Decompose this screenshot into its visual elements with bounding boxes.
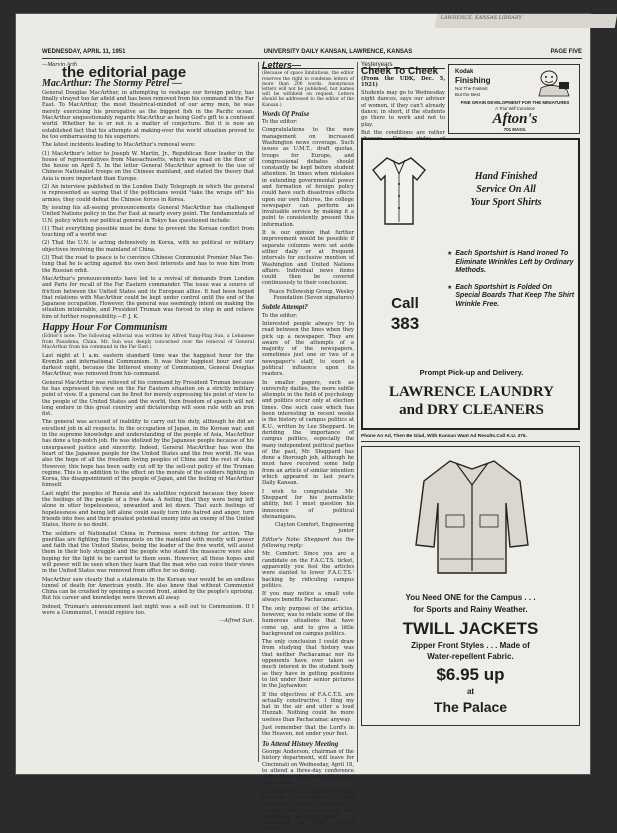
reply-paragraph: The only purpose of the articles, however, was to relate some of the humorous situations that have come up, and to give a little background on campus politics. bbox=[262, 605, 354, 637]
bullet-star-icon: ★ bbox=[447, 283, 453, 291]
macarthur-paragraph: General Douglas MacArthur, in attempting to reshape our foreign policy, has finally strayed too far afield and has been removed from his command in the Far East. To MacArthur, the most theatrical-minded of our army men, he was merely exercising his prerogative as the biggest fish in the Pacific ocean. MacArthur unquestionably regards MacArthur as being God's gift to a confused world. Whether he is or not is a matter of conjecture. But it is now an established fact that his attempts at making-over the world situation proved to be too embarrassing to his superiors. bbox=[42, 89, 254, 140]
laundry-headline-line: Service On All bbox=[476, 184, 536, 195]
masthead-date: WEDNESDAY, APRIL 11, 1951 bbox=[42, 49, 126, 55]
call-label: Call bbox=[391, 295, 419, 312]
reply-paragraph: If you may notice a small vote always benefits Pachacamac. bbox=[262, 591, 354, 604]
history-title: To Attend History Meeting bbox=[262, 739, 339, 748]
palace-at: at bbox=[466, 687, 475, 696]
reply-paragraph: If the objectives of F.A.C.T.S. are actually constructive, I fling my hat in the air and utter a loud Huzzah. Nothing could be more useless than Pachacamac anyway. bbox=[262, 691, 354, 723]
happy-hour-paragraph: Last night the peoples of Russia and its satellites rejoiced because they knew the feelings of the people of a free Asia. A feeling that they were being left alone in utter hopelessness, unwanted and let down. That such feelings of hopelessness and being left alone could easily turn into hatred and anger, turn friends into foes and their greatest potential enemy into an enemy of the United States, there is no doubt. bbox=[42, 490, 254, 529]
laundry-headline-line: Your Sport Shirts bbox=[470, 197, 542, 208]
macarthur-paragraph: (1) MacArthur's letter to Joseph W. Martin, Jr., Republican floor leader in the house of representatives from Massachusetts, which was read on the floor of the house on April 5. In the letter General MacArthur agreed to the use of Chinese Nationalist troops on the Chinese mainland, and stated the theory that Asia is more important than Europe. bbox=[42, 150, 254, 182]
happy-hour-paragraph: General MacArthur was relieved of his command by President Truman because he has expressed his view on the Far Eastern situation on a strictly military point of view. If a general can be fired for merely expressing his point of view to the people of the United States and the world, then freedom of speech will not long endure in this great country and dictatorship will soon rule with an iron fist. bbox=[42, 379, 254, 418]
aftons-logo: Afton's bbox=[492, 111, 538, 127]
macarthur-paragraph: (2) An interview published in the London Daily Telegraph in which the general is represented as saying that if the politicians would "take the wraps off" his armies, they could defeat the Chinese forces in Korea. bbox=[42, 184, 254, 203]
yesteryears-title: Cheek To Cheek bbox=[361, 66, 439, 78]
cartoon-figure-icon bbox=[533, 68, 575, 100]
praise-paragraph: It is our opinion that further improvement would be possible if separate columns were set aside either daily or at frequent intervals for exclusive mention of Washington and United Nations affairs. Individual news items could then be covered continuously to their conclusion. bbox=[262, 230, 354, 287]
column-rule bbox=[258, 62, 259, 762]
laundry-bullet bbox=[447, 250, 575, 276]
happy-hour-paragraph: Last night at 1 a.m. eastern standard time was the happiest hour for the Kremlin and international Communism. It was their happiest hour and our darkest night, because the bitterest enemy of Communism, General Douglas MacArthur, was removed from his command. bbox=[42, 352, 254, 378]
palace-product: TWILL JACKETS bbox=[402, 619, 539, 638]
subtle-title: Subtle Attempt? bbox=[262, 303, 308, 312]
yesteryears-source: (From the UDK, Dec. 5, 1921) bbox=[361, 75, 445, 88]
palace-store: The Palace bbox=[433, 699, 508, 715]
masthead-page: PAGE FIVE bbox=[550, 49, 582, 55]
palace-line-1: You Need ONE for the Campus . . . bbox=[405, 593, 536, 602]
phone-ad-note: Phone An Ad, Then Be Glad, With Kansan Want Ad Results.Call K.U. 376. bbox=[361, 434, 580, 442]
laundry-headline-line: Hand Finished bbox=[474, 171, 538, 182]
kodak-brand: Kodak bbox=[455, 69, 474, 75]
palace-desc-2: Water-repellent Fabric. bbox=[427, 652, 514, 661]
happy-hour-headline: Happy Hour For Communism bbox=[42, 321, 168, 333]
kodak-tagline-1: Not The Fastest bbox=[455, 86, 488, 91]
macarthur-paragraph: (1) That everything possible must be done to prevent the Korean conflict from touching off a world war. bbox=[42, 225, 254, 239]
happy-hour-paragraph: The general was accused of inability to carry out his duty, although he did an excellent job in all respects. In the occupation of Japan, in the Korean war, and in the supreme knowledge and understanding of the people of Asia, MacArthur has done a top-notch job. He was idolized by the Japanese people because of his unsurpassed justice and sincerity. Indeed, General MacArthur has won the heart of the Japanese people for the United States and the free world. He was also the hope of all the freedom loving peoples of China and the rest of Asia. However, this hope has been sadly cut off by the sell-out policy of the Truman regime. This is in addition to the effect on the morale of the soldiers fighting in Korea, the disappointment of the people of Japan, and the feeling of MacArthur himself. bbox=[42, 419, 254, 489]
subtle-paragraph: Interested people always try to read between the lines when they pick up a newspaper. They are aware of the attempts of a majority of the newspapers, sometimes just one or two of a newspaper's staff, to exert a political influence upon its readers. bbox=[262, 320, 354, 378]
letters-column bbox=[262, 60, 354, 833]
macarthur-paragraph: By issuing his all-seeing pronouncements General MacArthur has challenged United Nations policy in the Far East at nearly every point. The fundamentals of U.N. policy which our political general in Tokyo has questioned include: bbox=[42, 204, 254, 224]
palace-price: $6.95 up bbox=[436, 665, 505, 684]
kodak-title: Finishing bbox=[455, 76, 491, 85]
laundry-bullet bbox=[447, 284, 575, 310]
sport-shirt-icon bbox=[369, 154, 429, 228]
yesteryears-kicker: Yesteryears bbox=[361, 62, 445, 69]
happy-hour-paragraph: MacArthur saw clearly that a stalemate in the Korean war would be an endless tunnel of death for American youth. He also knew that without Communist China can be crushed by opening a second front, aided by the people's uprising. But his career and knowledge were thrown all away. bbox=[42, 576, 254, 602]
history-paragraph: George Anderson, chairman of the history department, will leave for Cincinnati on Wednesday, April 18, to attend a three-day conference of the Mississippi Valley Historical association. bbox=[262, 748, 354, 787]
reply-paragraph: The only conclusion I could draw from studying that history was that neither Pachacamac nor its opponents have ever taken so much interest in the student body as they have in getting positions to list under their senior pictures in the Jayhawker. bbox=[262, 639, 354, 690]
laundry-headline bbox=[435, 170, 577, 209]
laundry-bullets bbox=[447, 250, 575, 309]
kodak-offer: FINE GRAIN DEVELOPMENT FOR THE MINIATURES bbox=[460, 100, 570, 105]
praise-paragraph: To the editor: bbox=[262, 119, 298, 126]
kodak-tagline-2: But the Best bbox=[455, 92, 481, 97]
macarthur-headline: MacArthur: The Stormy Petrel — bbox=[42, 77, 183, 89]
palace-ad bbox=[361, 446, 580, 726]
praise-signature: Peace Fellowship Group, Wesley Foundation (Seven signatures) bbox=[269, 288, 354, 302]
palace-desc-1: Zipper Front Styles . . . Made of bbox=[411, 641, 530, 650]
masthead-paper: UNIVERSITY DAILY KANSAN, LAWRENCE, KANSAS bbox=[263, 49, 413, 55]
happy-hour-editor-note: (Editor's note: The following editorial was written by Alfred Yung-Ping Sun, a Lebanese from Pasadena, China. Mr. Sun was deeply concerned over the removal of General MacArthur from his command in the Far East.) bbox=[42, 334, 254, 351]
laundry-name-line-1: LAWRENCE LAUNDRY bbox=[389, 384, 554, 400]
history-paragraph: Dr. Anderson is chairman of the program committee. Stitt Robinson, assistant professor of history, will also attend the conference and participate in a discussion on 18th century America. bbox=[262, 788, 354, 833]
laundry-bullet-text: Each Sportshirt is Hand Ironed To Eliminate Wrinkles Left by Ordinary Methods. bbox=[455, 250, 574, 274]
letters-header: Letters— bbox=[262, 62, 354, 69]
macarthur-paragraph: The latest incidents leading to MacArthur's removal were: bbox=[42, 142, 196, 149]
torn-header-strip: LAWRENCE, KANSAS LIBRARY bbox=[435, 14, 617, 28]
bullet-star-icon: ★ bbox=[447, 250, 453, 257]
macarthur-paragraph: MacArthur's pronouncements have led to a revival of demands from London and Paris for recall of the Far Eastern commander. The issue was a source of friction between the United States and its European allies. It had been hoped that relations with MacArthur could be kept under control until the end of the Japanese occupation. However, the general was seemingly intent on making the situation intolerable, and President Truman was forced to step in and relieve him of further responsibility.—F. J. K. bbox=[42, 275, 254, 320]
subtle-signature: Clayton Comfort, Engineering junior bbox=[274, 522, 354, 535]
subtle-paragraph: I wish to congratulate Mr. Sheppard for his journalistic ability, but I must question his innocence of political shenanigans. bbox=[262, 488, 354, 520]
happy-hour-paragraph: The soldiers of Nationalist China in Formosa were itching for action. The guerillas are fighting the Communists on the mainland with mostly will power and faith that the United States, being the leader of the free world, will assist them in their holy struggle and the people who stand the massacre were also hoping for the light to be carried to them soon. However, all these hopes and will power will be seen when they learn that the man who can voice their views in the United States was removed from office for so doing. bbox=[42, 530, 254, 575]
laundry-pickup: Prompt Pick-up and Delivery. bbox=[419, 368, 524, 377]
subtle-paragraph: To the editor: bbox=[262, 312, 298, 319]
praise-title: Words Of Praise bbox=[262, 109, 310, 118]
aftons-address: 701 MASS. bbox=[503, 127, 527, 132]
yesteryears-paragraph: But the conditions are rather bbox=[361, 129, 445, 136]
call-number: 383 bbox=[390, 314, 420, 333]
editorial-title: the editorial page bbox=[62, 64, 187, 82]
happy-hour-paragraph: Indeed, Truman's announcement last night was a sell out to Communism. If I were a Communist, I would rejoice too. bbox=[42, 603, 254, 617]
yesteryears-paragraph: Students may go to Wednesday night dances, says our adviser of women, if they can't already dance; in short, if the students go there to work and not to play. bbox=[361, 90, 445, 128]
laundry-bullet-text: Each Sportshirt Is Folded On Special Boards That Keep The Shirt Wrinkle Free. bbox=[455, 283, 575, 308]
editorial-byline: —Marvin Arth bbox=[42, 62, 78, 68]
praise-paragraph: Congratulations to the new management on increased Washington news coverage. Such issues as U.M.T., draft quotas, troops for Europe, and congressional debates should constantly be kept before student attention. In times when mistakes in extending governmental power and formation of foreign policy could have such disastrous effects upon our own futures, the college newspaper can perform an invaluable service by making it a point to consistently present this information. bbox=[262, 127, 354, 228]
twill-jacket-icon bbox=[410, 455, 534, 579]
macarthur-paragraph: (3) That the road to peace is to convince Chinese Communist Premier Mao Tse-tung that he is acting against his own best interests and has to woo him from the Russian orbit. bbox=[42, 255, 254, 274]
reply-paragraph: Just remember that the Lord's in the Heaven, not under your feet. bbox=[262, 725, 354, 738]
letters-policy-note: (Because of space limitations, the editor reserves the right to condense letters of more than 200 words. Anonymous letters will not be published, but names will be withheld on request. Letters should be addressed to the editor of the Kansan.) bbox=[262, 71, 354, 108]
subtle-paragraph: In smaller papers, such as university dailies, the more subtle attempts in the field of psychology and politics occur only at election times. One such case which has been interesting in recent weeks is the history of campus politics at K.U., written by Lee Sheppard. In deriding the importance of campus politics, especially the many independent political parties of the past, Mr. Sheppard has done a thorough job, although he must have received some help from an article of similar intention which appeared in last year's Daily Kansan. bbox=[262, 379, 354, 487]
aftons-kodak-ad bbox=[448, 64, 580, 134]
kodak-offer-2: A Trial Will Convince bbox=[495, 106, 535, 111]
column-rule bbox=[357, 62, 358, 762]
masthead bbox=[42, 46, 582, 59]
newspaper-page bbox=[16, 14, 590, 833]
macarthur-paragraph: (2) That the U.N. is acting defensively in Korea, with no political or military objectives involving the mainland of China. bbox=[42, 240, 254, 253]
laundry-name-line-2: and DRY CLEANERS bbox=[399, 402, 544, 418]
editorial-column bbox=[42, 62, 254, 762]
lawrence-laundry-ad bbox=[361, 138, 580, 430]
reply-paragraph: Mr. Comfort: Since you are a candidate on the F.A.C.T.S. ticket, apparently you feel the articles were slanted to lower F.A.C.T.S.' backing by ridiculing campus politics. bbox=[262, 551, 354, 589]
happy-hour-signature: —Alfred Sun. bbox=[219, 618, 254, 625]
editor-note: Editor's Note: Sheppard has the following reply: bbox=[262, 536, 354, 550]
palace-line-2: for Sports and Rainy Weather. bbox=[413, 605, 528, 614]
